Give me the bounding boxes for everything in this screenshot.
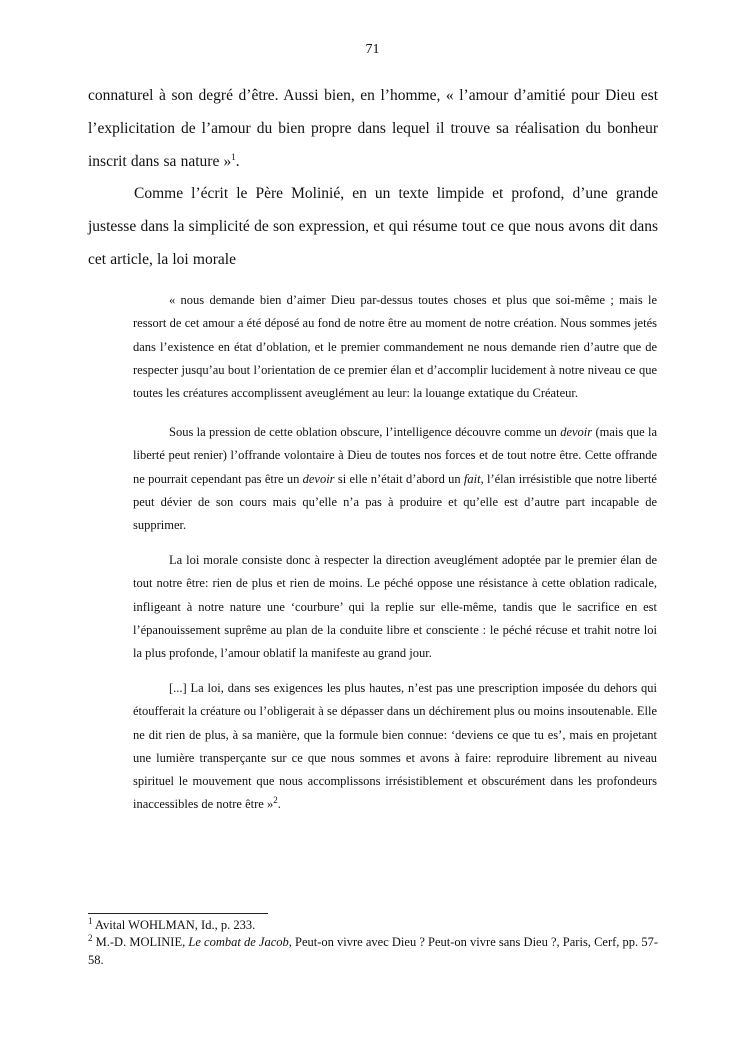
footnote-text: , Peut-on vivre avec Dieu ? Peut-on vivre sans Dieu ?, Paris, Cerf, pp. 57-58. xyxy=(88,935,658,967)
quote-text: , l’élan irrésistible que notre liberté peut dévier de son cours mais qu’elle n’a pas à produire et qu’elle est d’autre part incapable de supprimer. xyxy=(133,471,657,533)
footnote-1 xyxy=(88,916,658,934)
page-number: 71 xyxy=(365,42,380,57)
footnote-2 xyxy=(88,933,658,969)
emphasis-fait: fait xyxy=(463,471,481,486)
block-quote-paragraph-1: « nous demande bien d’aimer Dieu par-dessus toutes choses et plus que soi-même ; mais le ressort de cet amour a été déposé au fond de notre être au moment de notre création. Nous sommes jetés dans l’existence en état d’oblation, et le premier commandement ne nous demande rien d’autre que de respecter jusqu’au bout l’orientation de ce premier élan et d’accomplir lucidement à notre niveau ce que toutes les créatures accomplissent aveuglément au leur: la louange extatique du Créateur. xyxy=(133,293,657,401)
emphasis-devoir: devoir xyxy=(560,425,593,439)
body-paragraph-2: Comme l’écrit le Père Molinié, en un texte limpide et profond, d’une grande justesse dans la simplicité de son expression, et qui résume tout ce que nous avons dit dans cet article, la loi morale xyxy=(88,185,658,268)
body-paragraph-1 xyxy=(88,79,658,178)
quote-end: . xyxy=(277,797,281,812)
paragraph-text: connaturel à son degré d’être. Aussi bien, en l’homme, « l’amour d’amitié pour Dieu est l’explicitation de l’amour du bien propre dans lequel il trouve sa réalisation du bonheur inscrit dans sa nature » xyxy=(88,87,658,170)
paragraph-end: . xyxy=(235,153,240,170)
footnote-text: M.-D. MOLINIE, xyxy=(92,935,189,949)
footnote-ref-2[interactable]: 2 xyxy=(273,795,278,806)
emphasis-devoir: devoir xyxy=(302,471,335,486)
footnote-separator xyxy=(88,913,268,914)
footnote-mark: 1 xyxy=(88,915,93,926)
quote-text: [...] La loi, dans ses exigences les plus hautes, n’est pas une prescription imposée du dehors qui étoufferait la créature ou l’obligerait à se dépasser dans un déchirement plus ou moins insoutenable. Elle ne dit rien de plus, à sa manière, que la formule bien connue: ‘deviens ce que tu es’, mais en projetant une lumière transperçante sur ce que nous sommes et avons à faire: reproduire librement au niveau spirituel le mouvement que nous accomplissons irrésistiblement et obscurément dans les profondeurs inaccessibles de notre être » xyxy=(133,681,657,812)
footnote-text: Avital WOHLMAN, Id., p. 233. xyxy=(92,918,256,932)
footnote-mark: 2 xyxy=(88,932,93,943)
footnote-ref-1[interactable]: 1 xyxy=(231,151,236,162)
quote-text: (mais que la liberté peut renier) l’offrande volontaire à Dieu de toutes nos forces et de tout notre être. Cette offrande ne pourrait cependant pas être un xyxy=(133,425,657,486)
quote-text: si elle n’était d’abord un xyxy=(334,471,464,486)
block-quote-paragraph-2 xyxy=(133,421,657,537)
block-quote-paragraph-3: La loi morale consiste donc à respecter la direction aveuglément adoptée par le premier élan de tout notre être: rien de plus et rien de moins. Le péché oppose une résistance à cette oblation radicale, infligeant à notre nature une ‘courbure’ qui la replie sur elle-même, tandis que le sacrifice en est l’épanouissement suprême au plan de la conduite libre et consciente : le péché récuse et trahit notre loi la plus profonde, l’amour oblatif la manifeste au grand jour. xyxy=(133,553,657,661)
block-quote-paragraph-4 xyxy=(133,677,657,817)
footnote-book-title: Le combat de Jacob xyxy=(188,935,289,949)
quote-text: Sous la pression de cette oblation obscure, l’intelligence découvre comme un xyxy=(169,425,561,439)
